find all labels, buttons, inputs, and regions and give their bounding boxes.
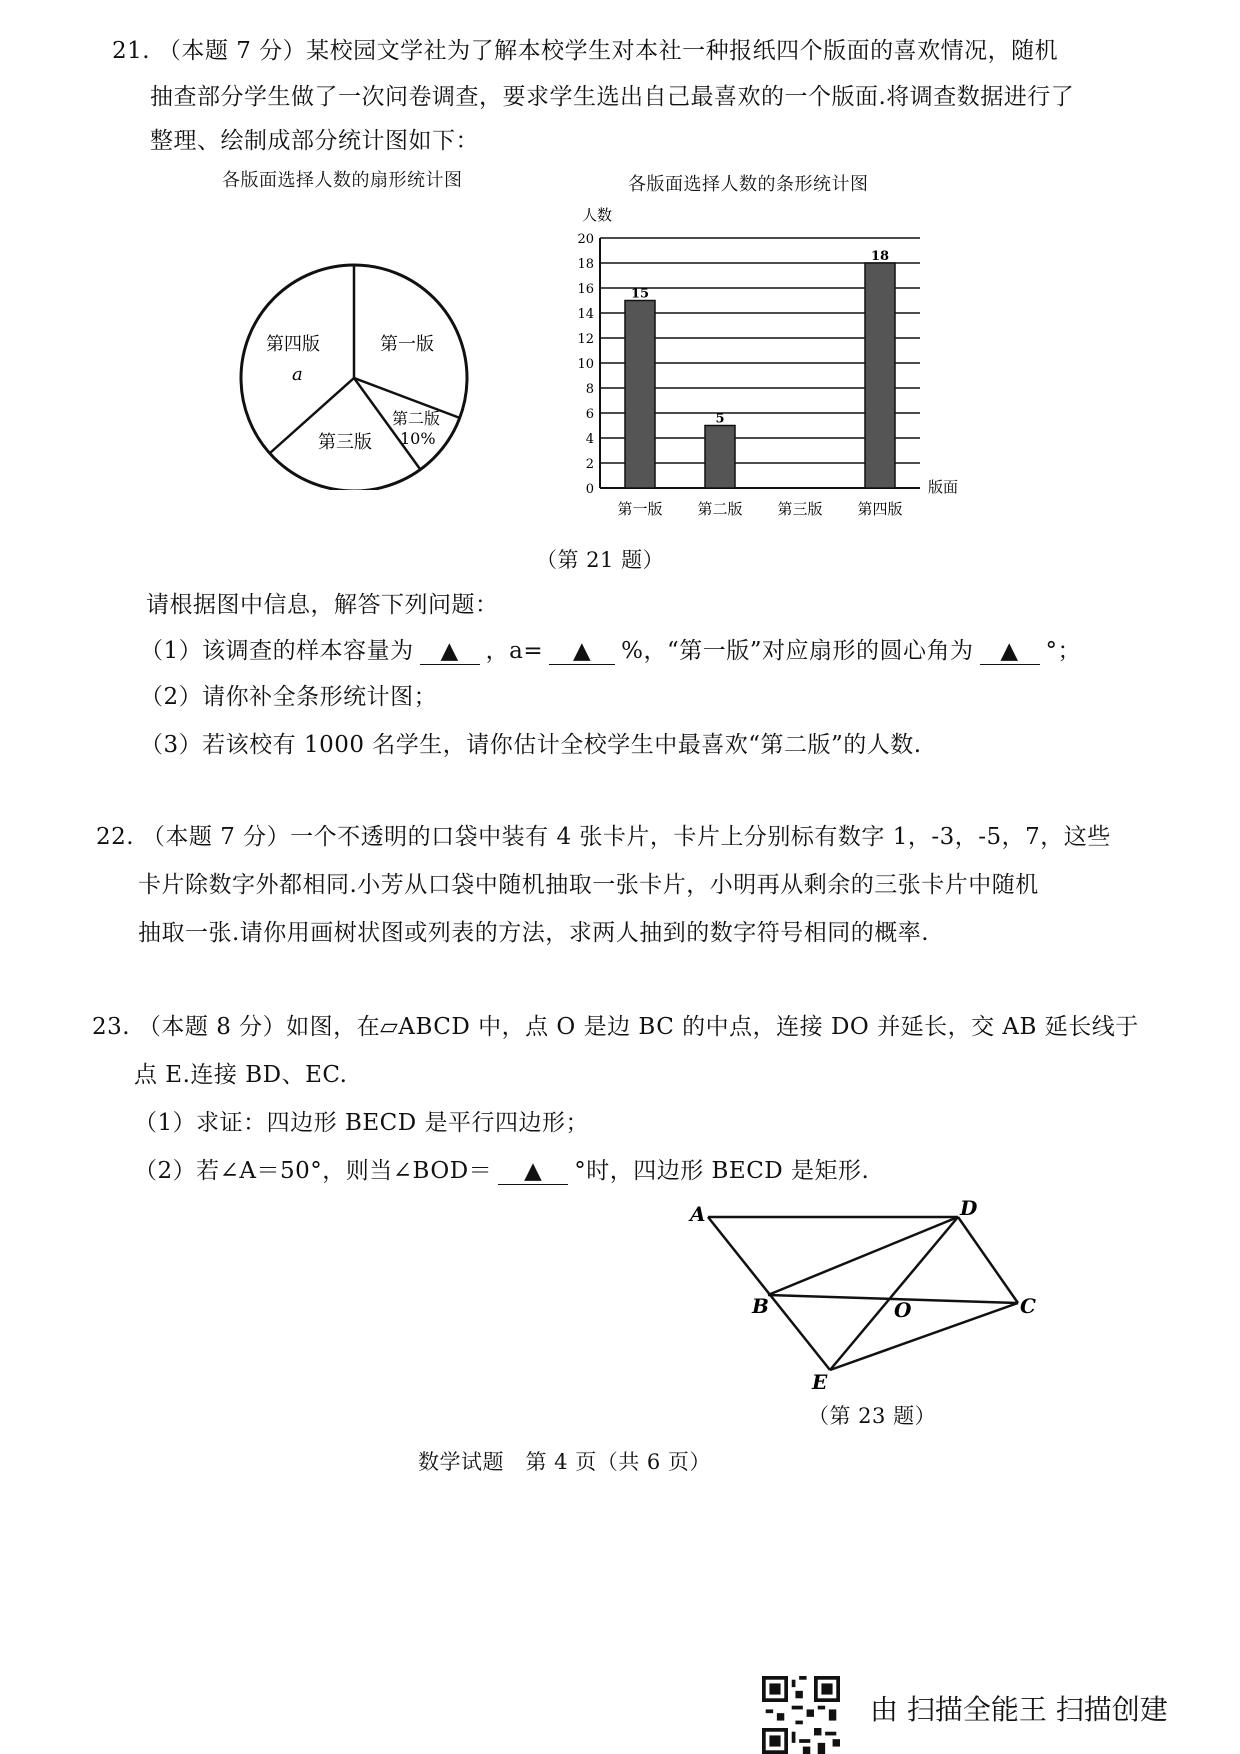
segment-dc [958,1217,1018,1303]
bar-1 [625,301,655,489]
q22-line1: 22. （本题 7 分）一个不透明的口袋中装有 4 张卡片，卡片上分别标有数字 1，-3，-5，7，这些 [96,824,1111,850]
pie-label-second-pct: 10% [400,429,436,448]
answer-blank-a: ▲ [549,638,615,665]
bar-y-tick-label: 20 [577,232,594,247]
bar-chart-title: 各版面选择人数的条形统计图 [628,174,869,195]
bar-4 [865,263,895,488]
point-label-b: B [752,1294,769,1318]
q23-caption: （第 23 题） [808,1404,937,1428]
bar-y-tick-label: 18 [577,257,594,272]
pie-label-second: 第二版 [392,409,441,428]
bar-y-tick-label: 14 [577,307,594,322]
answer-blank-angle: ▲ [980,638,1040,665]
page-footer: 数学试题 第 4 页（共 6 页） [418,1450,711,1474]
q23-sub2 [134,1152,869,1185]
point-label-o: O [894,1298,912,1322]
q21-sub1 [140,632,1081,665]
pie-chart-title: 各版面选择人数的扇形统计图 [222,170,463,191]
pie-chart [230,250,490,490]
q21-sub1-part-a: （1）该调查的样本容量为 [140,638,414,664]
bar-y-tick-label: 4 [585,432,594,447]
bar-chart [560,200,980,530]
q21-sub1-part-c: %，“第一版”对应扇形的圆心角为 [621,638,974,664]
q21-line3: 整理、绘制成部分统计图如下： [150,128,479,154]
bar-xlabel: 版面 [928,478,959,496]
q21-sub1-part-d: °； [1045,638,1081,664]
point-label-e: E [812,1370,828,1394]
q23-sub2-part-a: （2）若∠A＝50°，则当∠BOD＝ [134,1158,493,1184]
answer-blank-bod: ▲ [498,1158,568,1185]
bar-y-tick-label: 12 [577,332,594,347]
bar-x-tick-label: 第一版 [617,500,663,518]
bar-ylabel: 人数 [582,206,613,224]
segment-bd [768,1217,958,1295]
answer-blank-sample: ▲ [420,638,480,665]
pie-label-first: 第一版 [380,334,434,355]
q21-line1: 21. （本题 7 分）某校园文学社为了解本校学生对本社一种报纸四个版面的喜欢情况，随机 [112,38,1059,64]
point-label-a: A [690,1202,706,1226]
bar-y-tick-label: 8 [585,382,594,397]
q23-line2: 点 E.连接 BD、EC. [134,1062,348,1088]
bar-2 [705,426,735,489]
parallelogram-figure [680,1195,1060,1395]
bar-x-tick-label: 第三版 [777,500,823,518]
bar-y-tick-label: 10 [577,357,594,372]
pie-label-fourth: 第四版 [266,334,320,355]
bar-y-tick-label: 0 [585,482,594,497]
bar-x-tick-label: 第二版 [697,500,743,518]
pie-label-a: a [292,364,303,385]
bar-data-label: 5 [715,411,725,427]
scanner-watermark: 由 扫描全能王 扫描创建 [870,1693,1168,1726]
q21-line2: 抽查部分学生做了一次问卷调查，要求学生选出自己最喜欢的一个版面.将调查数据进行了 [150,84,1075,110]
q22-line3: 抽取一张.请你用画树状图或列表的方法，求两人抽到的数字符号相同的概率. [138,920,930,946]
q23-sub1: （1）求证：四边形 BECD 是平行四边形； [134,1110,589,1136]
q21-caption: （第 21 题） [536,548,665,572]
q21-sub2: （2）请你补全条形统计图； [140,684,438,710]
bar-data-label: 15 [630,286,650,302]
point-label-c: C [1020,1294,1036,1318]
q23-line1: 23. （本题 8 分）如图，在▱ABCD 中，点 O 是边 BC 的中点，连接 DO 并延长，交 AB 延长线于 [92,1014,1139,1040]
bar-y-tick-label: 16 [577,282,594,297]
bar-y-tick-label: 6 [585,407,594,422]
q21-prompt: 请根据图中信息，解答下列问题： [146,592,499,618]
q23-sub2-part-b: °时，四边形 BECD 是矩形. [574,1158,870,1184]
qr-code-icon [762,1676,840,1754]
q22-line2: 卡片除数字外都相同.小芳从口袋中随机抽取一张卡片，小明再从剩余的三张卡片中随机 [138,872,1039,898]
q21-sub3: （3）若该校有 1000 名学生，请你估计全校学生中最喜欢“第二版”的人数. [140,732,922,758]
pie-label-third: 第三版 [318,432,372,453]
bar-y-tick-label: 2 [585,457,594,472]
bar-data-label: 18 [870,249,890,264]
point-label-d: D [960,1196,978,1220]
q21-sub1-part-b: ，a= [485,638,544,664]
bar-x-tick-label: 第四版 [857,500,903,518]
